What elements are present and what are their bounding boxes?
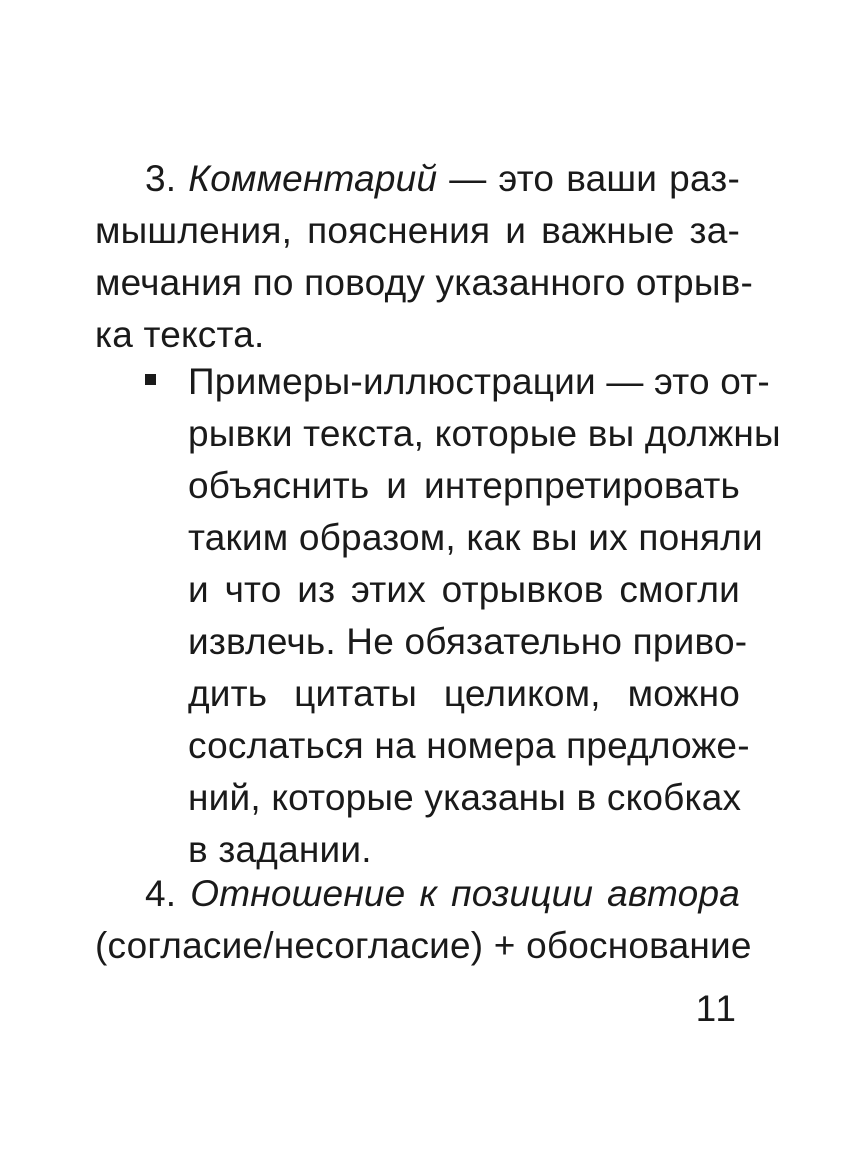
section3-line-4: ка текста. [95, 314, 265, 355]
bullet-line-3: объяснить и интерпретировать [188, 465, 740, 506]
bullet-line-10: в задании. [188, 829, 372, 870]
bullet-square-icon [145, 374, 156, 385]
section3-number: 3. [145, 158, 177, 199]
bullet-line-8: сослаться на номера предложе- [188, 725, 750, 766]
bullet-line-6: извлечь. Не обязательно приво- [188, 621, 748, 662]
bullet-line-4: таким образом, как вы их поняли [188, 517, 763, 558]
section3-line-1 [145, 157, 740, 201]
bullet-line-1: Примеры-иллюстрации — это от- [188, 361, 770, 402]
section4-term: Отношение к позиции автора [190, 873, 740, 914]
section3-line-2: мышления, пояснения и важные за- [95, 210, 740, 251]
section4-line-2: (согласие/несогласие) + обоснование [95, 925, 752, 966]
bullet-line-2: рывки текста, которые вы должны [188, 413, 781, 454]
bullet-line-9: ний, которые указаны в скобках [188, 777, 742, 818]
section4-number: 4. [145, 873, 177, 914]
section4-line-1 [145, 872, 740, 916]
bullet-line-5: и что из этих отрывков смогли [188, 569, 740, 610]
page-number: 11 [695, 988, 738, 1029]
section3-line1-rest: — это ваши раз- [437, 158, 740, 199]
bullet-line-7: дить цитаты целиком, можно [188, 673, 740, 714]
section3-term: Комментарий [188, 158, 438, 199]
section3-line-3: мечания по поводу указанного отрыв- [95, 262, 753, 303]
